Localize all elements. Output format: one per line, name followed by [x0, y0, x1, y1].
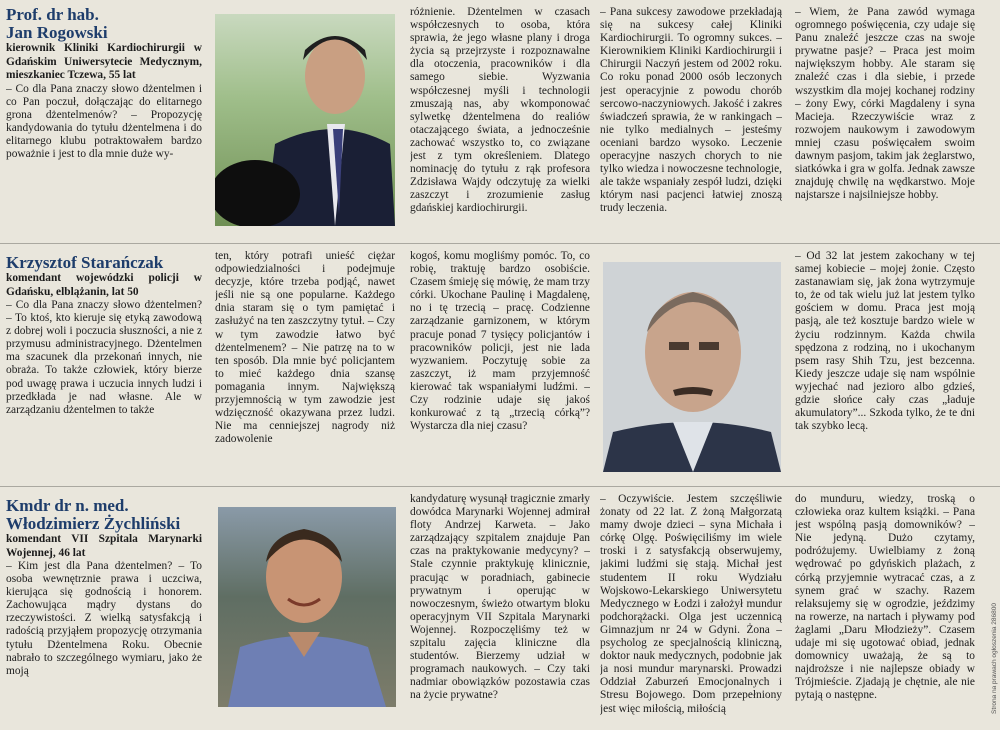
interview-section-zychlinski: [0, 486, 1000, 730]
portrait-photo: [218, 507, 396, 707]
side-note: Strona na prawach ogłoszenia 286800: [991, 603, 998, 714]
column-3: [600, 6, 782, 216]
interview-section-staranczak: [0, 243, 1000, 487]
column-4: [795, 6, 975, 202]
interview-text: – Wiem, że Pana zawód wymaga ogromnego poświęcenia, czy udaje się Panu znaleźć jeszcze czas na swoje prywatne pasje? – Praca jest moim największym hobby. Ale staram się znaleźć czas i dla siebie, i przede wszystkim dla mojej kochanej rodziny – żony Ewy, córki Magdaleny i syna Macieja. Rzeczywiście wraz z rozwojem naukowym i zawodowym mniej czasu poświęcałem swoim dawnym pasjom, takim jak żeglarstwo, siatkówka i gra w golfa. Jednak zawsze znajduję chwilę na wędkarstwo. Moje najstarsze i najsilniejsze hobby.: [795, 6, 975, 202]
column-2: [215, 250, 395, 446]
interview-text: – Kim jest dla Pana dżentelmen? – To osoba wewnętrznie prawa i uczciwa, kierująca się godnością i honorem. Zachowująca mądry dystans do rzeczywistości. Z wielką satysfakcją i radością przyjąłem propozycję otrzymania tytułu Dżentelmena Roku. Obecnie nabrało to szczególnego wymiaru, jako że moją: [6, 560, 202, 677]
interview-text: – Co dla Pana znaczy słowo dżentelmen i co Pan poczuł, dołączając do elitarnego grona dżentelmenów? – Propozycję kandydowania do tytułu dżentelmena i do elitarnego klubu potraktowałem bardzo poważnie i jest to dla mnie duże wy-: [6, 82, 202, 160]
interview-text: różnienie. Dżentelmen w czasach współczesnych to osoba, która sprawia, że jego własne plany i droga życia są przejrzyste i rozpoznawalne dla otoczenia, pracowników i dla samego siebie. Wyzwania współczesnej myśli i technologii zmuszają nas, aby wkomponować sylwetkę dżentelmena do realiów otaczającego świata, a jednocześnie zachować wszystko to, co związane jest z tym określeniem. Dlatego nominację do tytułu z rąk profesora Zdzisława Wajdy odczytuję za wielki zaszczyt i zrozumienie zasług gdańskiej kardiochirurgii.: [410, 6, 590, 215]
person-name: Jan Rogowski: [6, 23, 108, 42]
person-role: komendant VII Szpitala Marynarki Wojennej, 46 lat: [6, 533, 202, 559]
interview-text: – Od 32 lat jestem zakochany w tej samej kobiecie – mojej żonie. Często zastanawiam się, jak żona wytrzymuje to, że od tak wielu już lat jestem tylko gościem w domu. Praca jest moją pasją, ale też kosztuje bardzo wiele w życiu rodzinnym. Każda chwila spędzona z rodziną, no i ukochanym psem rasy Shih Tzu, jest bezcenna. Kiedy jeszcze udaje się nam wspólnie wyjechać nad jezioro albo gdzieś, gdzie słońce cały czas „ładuje akumulatory”... Szkoda tylko, że te dni tak szybko lecą.: [795, 250, 975, 433]
column-3: [410, 250, 590, 433]
column-1: [6, 6, 202, 161]
interview-section-rogowski: [0, 0, 1000, 243]
person-title: Prof. dr hab.: [6, 6, 99, 24]
person-role: komendant wojewódzki policji w Gdańsku, elblążanin, lat 50: [6, 272, 202, 298]
interview-text: do munduru, wiedzy, troską o człowieka oraz kultem książki. – Pana jest wspólną pasją domowników? – Nie jedyną. Dużo czytamy, podróżujemy. Uwielbiamy z żoną wędrować po gdyńskich plażach, z córką przyjemnie wytracać czas, a z synem grać w szachy. Razem relaksujemy się w ogrodzie, jeździmy na rowerze, na nartach i pływamy pod żaglami „Daru Młodzieży”. Czasem udaje mi się ugotować obiad, jednak domownicy uważają, że są to najdroższe i nie najlepsze obiady w Trójmieście. Zjadają je chętnie, ale nie pytają o następne.: [795, 493, 975, 702]
portrait-photo: [603, 262, 781, 472]
column-4: [795, 250, 975, 433]
column-1: [6, 497, 202, 678]
interview-text: – Pana sukcesy zawodowe przekładają się na sukcesy całej Kliniki Kardiochirurgii. To ogromny sukces. – Kierownikiem Kliniki Kardiochirurgii i Chirurgii Naczyń jestem od 2002 roku. Co roku ponad 2000 osób leczonych jest operacyjnie z powodu chorób sercowo-naczyniowych. Jakość i zakres świadczeń sprawia, że w rankingach – nie tylko medialnych – jesteśmy oceniani bardzo wysoko. Leczenie operacyjne naszych chorych to nie tylko wiedza i nowoczesne technologie, ale także wspaniały zespół ludzi, dzięki którym nasi pacjenci łatwiej znoszą trudy leczenia.: [600, 6, 782, 215]
person-name: Włodzimierz Żychliński: [6, 514, 181, 533]
column-2: [410, 6, 590, 216]
person-title: Kmdr dr n. med.: [6, 497, 129, 515]
interview-text: kandydaturę wysunął tragicznie zmarły dowódca Marynarki Wojennej admirał floty Andrzej Karweta. – Jako zarządzający szpitalem znajduje Pan czas na praktykowanie medycyny? – Stale czynnie praktykuję klinicznie, pracując w poradniach, gabinecie prywatnym i operując w nowoczesnym, świeżo otwartym bloku operacyjnym VII Szpitala Marynarki Wojennej. Rozpoczęliśmy też w szpitalu zajęcia kliniczne dla studentów. Bierzemy udział w programach naukowych. – Czy taki nadmiar obowiązków pozostawia czas na życie prywatne?: [410, 493, 590, 702]
person-name: Krzysztof Starańczak: [6, 254, 164, 272]
interview-text: ten, który potrafi unieść ciężar odpowiedzialności i podejmuje decyzje, które trzeba podjąć, nawet jeśli nie są one popularne. Każdego dnia staram się o tym pamiętać i zasłużyć na ten zaszczytny tytuł. – Czy w tym zawodzie łatwo być dżentelmenem? – Nie patrzę na to w ten sposób. Dla mnie być policjantem to mieć każdego dnia szansę pomagania innym. Największą przyjemnością w tym zawodzie jest wdzięczność okazywana przez ludzi. Nie ma cenniejszej nagrody niż zadowolenie: [215, 250, 395, 446]
person-role: kierownik Kliniki Kardiochirurgii w Gdańskim Uniwersytecie Medycznym, mieszkaniec Tczewa, 55 lat: [6, 42, 202, 81]
column-3: [600, 493, 782, 716]
interview-text: – Co dla Pana znaczy słowo dżentelmen? – To ktoś, kto kieruje się etyką zawodową z dobrej woli i poczucia słuszności, a nie z przymusu administracyjnego. Dżentelmen ma szacunek dla przekonań innych, nie obraża. To także człowiek, który bierze pod uwagę prawa i uczucia innych ludzi i przedkłada je nad własne. Ale w zarządzaniu dżentelmen to także: [6, 299, 202, 416]
column-4: [795, 493, 975, 703]
interview-text: – Oczywiście. Jestem szczęśliwie żonaty od 22 lat. Z żoną Małgorzatą mamy dwoje dzieci – syna Michała i córkę Olgę. Poświęciliśmy im wiele troski i z satysfakcją obserwujemy, jakimi ludźmi się stają. Michał jest studentem II roku Wydziału Wojskowo-Lekarskiego Uniwersytetu Medycznego w Łodzi i założył mundur podchorążacki. Olga jest uczennicą Gimnazjum nr 24 w Gdyni. Żona – psycholog ze specjalnością kliniczną, doktor nauk medycznych, podobnie jak ja nosi mundur marynarski. Prowadzi Oddział Zaburzeń Emocjonalnych i Stresu Bojowego. Dom przepełniony jest więc miłością, miłością: [600, 493, 782, 715]
interview-text: kogoś, komu mogliśmy pomóc. To, co robię, traktuję bardzo osobiście. Czasem śmieję się mówię, że mam trzy córki. Ukochane Paulinę i Magdalenę, no i tę trzecią – pracę. Codzienne zarządzanie garnizonem, w którym pracuje ponad 7 tysięcy policjantów i pracowników policji, jest nie lada wyzwaniem. Poczytuję sobie za zaszczyt, iż mam przyjemność kierować tak wspaniałymi ludźmi. – Czy rodzinie udaje się jakoś konkurować z tą „trzecią córką”? Wystarcza dla niej czasu?: [410, 250, 590, 433]
portrait-photo: [215, 14, 395, 226]
column-2: [410, 493, 590, 703]
column-1: [6, 254, 202, 417]
